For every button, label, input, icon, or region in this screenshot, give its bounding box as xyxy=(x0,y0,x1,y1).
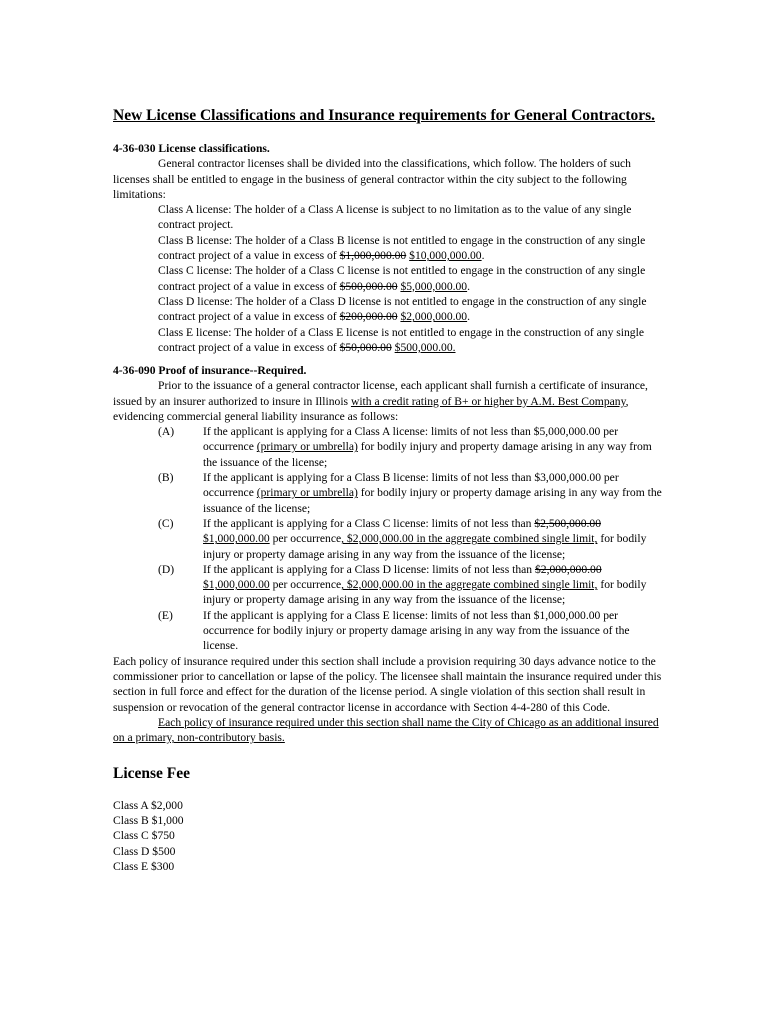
insurance-item-d xyxy=(113,562,663,608)
fee-item: Class B $1,000 xyxy=(113,814,184,828)
item-text: If the applicant is applying for a Class A license: limits of not less than $5,000,000.00 per occurrence xyxy=(203,425,619,454)
item-label: (A) xyxy=(158,425,175,439)
class-d-text: Class D license: The holder of a Class D license is not entitled to engage in the construction of any single contract project of a value in excess of xyxy=(158,294,647,324)
item-mid: per occurrence xyxy=(269,578,342,592)
item-label: (E) xyxy=(158,608,173,622)
item-label: (C) xyxy=(158,516,174,530)
item-tail: for bodily injury or property damage arising in any way from the issuance of the license; xyxy=(203,532,647,561)
class-c-deleted-amount: $500,000.00 xyxy=(339,279,398,293)
insurance-intro-inserted: with a credit rating of B+ or higher by A.M. Best Company xyxy=(350,394,626,408)
class-e-text: Class E license: The holder of a Class E license is not entitled to engage in the construction of any single contract project of a value in excess of xyxy=(158,325,644,354)
item-text: If the applicant is applying for a Class B license: limits of not less than $3,000,000.00 per occurrence xyxy=(203,471,619,500)
item-tail: for bodily injury or property damage arising in any way from the issuance of the license; xyxy=(203,578,647,607)
item-deleted-amount: $2,500,000.00 xyxy=(534,516,601,530)
item-label: (B) xyxy=(158,471,174,485)
insurance-intro-text: Prior to the issuance of a general contractor license, each applicant shall furnish a certificate of insurance, issued by an insurer authorized to insure in Illinois xyxy=(113,379,648,408)
item-text: If the applicant is applying for a Class C license: limits of not less than xyxy=(203,516,535,530)
item-new-amount: $1,000,000.00 xyxy=(203,578,270,592)
section-intro: General contractor licenses shall be divided into the classifications, which follow. The holders of such licenses shall be entitled to engage in the business of general contractor within the city subject to the following limitations: xyxy=(113,157,631,201)
class-d-paragraph: Class D license: The holder of a Class D license is not entitled to engage in the construction of any single contract project of a value in excess of $200,000.00 $2,000,000.00. xyxy=(158,294,647,324)
additional-insured-paragraph: Each policy of insurance required under this section shall name the City of Chicago as an additional insured on a primary, non-contributory basis. xyxy=(113,715,659,745)
class-e-paragraph xyxy=(113,325,663,356)
fee-item: Class A $2,000 xyxy=(113,799,183,812)
item-label: (D) xyxy=(158,562,175,576)
insurance-intro-tail: , evidencing commercial general liability insurance as follows: xyxy=(113,394,629,423)
class-a-paragraph: Class A license: The holder of a Class A license is subject to no limitation as to the value of any single contract project. xyxy=(158,203,632,232)
class-b-deleted-amount: $1,000,000.00 xyxy=(339,249,407,263)
item-tail: for bodily injury and property damage arising in any way from the issuance of the license; xyxy=(203,440,652,469)
insurance-intro xyxy=(113,378,663,424)
item-tail: for bodily injury or property damage arising in any way from the issuance of the license; xyxy=(203,486,662,515)
class-e-deleted-amount: $50,000.00 xyxy=(339,340,392,354)
class-c-new-amount: $5,000,000.00 xyxy=(400,279,468,293)
item-mid: per occurrence xyxy=(269,532,342,546)
insurance-item-b xyxy=(113,470,663,516)
item-new-amount: $1,000,000.00 xyxy=(203,532,270,546)
section-heading: 4-36-090 Proof of insurance--Required. xyxy=(113,364,307,377)
document-title: New License Classifications and Insurance requirements for General Contractors. xyxy=(113,107,656,124)
class-b-paragraph: Class B license: The holder of a Class B license is not entitled to engage in the construction of any single contract project of a value in excess of $1,000,000.00 $10,000,000.00. xyxy=(158,233,646,263)
section-heading: 4-36-030 License classifications. xyxy=(113,142,270,155)
section-license-classifications xyxy=(113,141,663,355)
license-fee-list xyxy=(113,798,184,874)
item-inserted: , $2,000,000.00 in the aggregate combined single limit, xyxy=(341,532,598,546)
fee-item: Class E $300 xyxy=(113,859,175,873)
class-b-new-amount: $10,000,000.00 xyxy=(409,249,482,263)
item-text: If the applicant is applying for a Class E license: limits of not less than $1,000,000.00 per occurrence for bodily injury or property damage arising in any way from the issuance of the license. xyxy=(203,608,630,653)
insurance-closing-paragraph: Each policy of insurance required under this section shall include a provision requiring 30 days advance notice to the commissioner prior to cancellation or lapse of the policy. The licensee shall maintain the insurance required under this section in full force and effect for the duration of the license period. A single violation of this section shall result in suspension or revocation of the general contractor license in accordance with Section 4-4-280 of this Code. xyxy=(113,654,662,714)
item-inserted: (primary or umbrella) xyxy=(256,440,358,454)
class-b-text: Class B license: The holder of a Class B license is not entitled to engage in the construction of any single contract project of a value in excess of xyxy=(158,233,646,263)
class-c-text: Class C license: The holder of a Class C license is not entitled to engage in the construction of any single contract project of a value in excess of xyxy=(158,264,646,293)
item-text: If the applicant is applying for a Class D license: limits of not less than xyxy=(203,562,535,576)
item-inserted: , $2,000,000.00 in the aggregate combined single limit, xyxy=(341,578,598,592)
insurance-item-e xyxy=(113,608,663,654)
section-proof-of-insurance xyxy=(113,363,663,745)
item-deleted-amount: $2,000,000.00 xyxy=(534,562,602,576)
license-fee-heading: License Fee xyxy=(113,765,191,782)
insurance-item-c xyxy=(113,516,663,562)
class-d-deleted-amount: $200,000.00 xyxy=(339,310,398,324)
class-d-new-amount: $2,000,000.00 xyxy=(400,310,468,324)
class-c-paragraph: Class C license: The holder of a Class C license is not entitled to engage in the construction of any single contract project of a value in excess of $500,000.00 $5,000,000.00. xyxy=(158,264,646,293)
item-inserted: (primary or umbrella) xyxy=(256,486,358,500)
insurance-item-a xyxy=(113,424,663,470)
fee-item: Class C $750 xyxy=(113,829,175,843)
class-e-new-amount: $500,000.00. xyxy=(394,340,456,354)
fee-item: Class D $500 xyxy=(113,844,176,858)
